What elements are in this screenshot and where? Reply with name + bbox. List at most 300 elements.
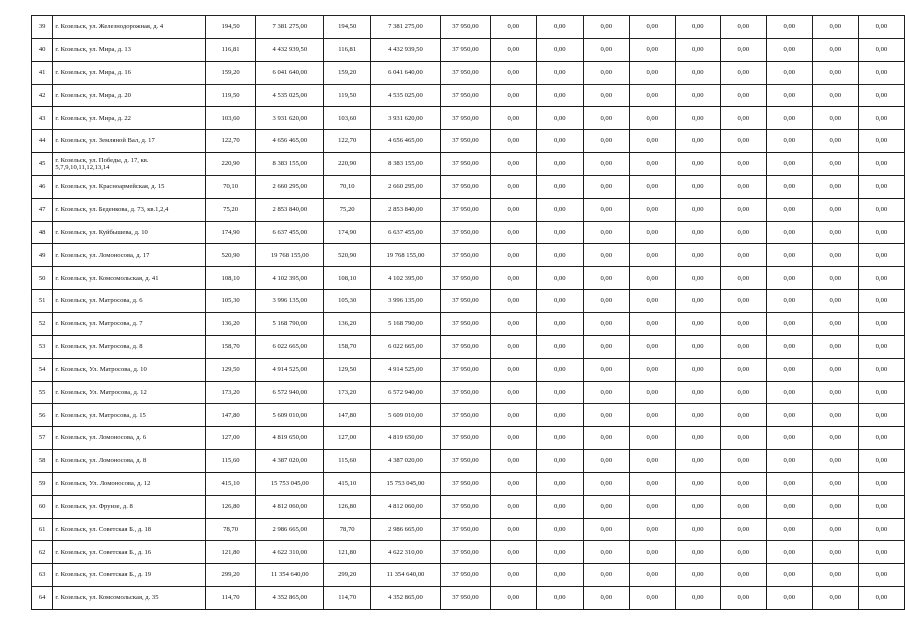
amount-cell: 0,00 (490, 404, 536, 427)
amount-cell: 0,00 (583, 290, 629, 313)
amount-cell: 0,00 (583, 221, 629, 244)
amount-cell: 0,00 (536, 130, 583, 153)
amount-cell: 0,00 (720, 198, 766, 221)
amount-cell: 0,00 (490, 244, 536, 267)
amount-cell: 0,00 (490, 175, 536, 198)
rate-cell: 37 950,00 (441, 198, 491, 221)
amount-cell: 0,00 (675, 358, 720, 381)
area-cell: 116,81 (206, 38, 256, 61)
row-number-cell: 56 (32, 404, 53, 427)
cost-cell: 7 381 275,00 (256, 16, 324, 39)
amount-cell: 0,00 (536, 290, 583, 313)
row-number-cell: 55 (32, 381, 53, 404)
amount-cell: 0,00 (490, 335, 536, 358)
cost-cell: 4 535 025,00 (256, 84, 324, 107)
area-repeat-cell: 119,50 (324, 84, 370, 107)
amount-cell: 0,00 (858, 427, 904, 450)
row-number-cell: 63 (32, 564, 53, 587)
amount-cell: 0,00 (720, 84, 766, 107)
amount-cell: 0,00 (858, 518, 904, 541)
amount-cell: 0,00 (720, 381, 766, 404)
amount-cell: 0,00 (536, 198, 583, 221)
table-row (32, 587, 905, 610)
amount-cell: 0,00 (720, 244, 766, 267)
amount-cell: 0,00 (536, 587, 583, 610)
address-cell: г. Козельск, ул. Матросова, д. 8 (53, 335, 206, 358)
address-cell: г. Козельск, ул. Советская Б., д. 18 (53, 518, 206, 541)
amount-cell: 0,00 (812, 130, 858, 153)
amount-cell: 0,00 (720, 38, 766, 61)
amount-cell: 0,00 (629, 587, 675, 610)
amount-cell: 0,00 (583, 335, 629, 358)
amount-cell: 0,00 (675, 107, 720, 130)
amount-cell: 0,00 (675, 290, 720, 313)
amount-cell: 0,00 (858, 244, 904, 267)
amount-cell: 0,00 (858, 84, 904, 107)
amount-cell: 0,00 (812, 221, 858, 244)
cost-cell: 3 996 135,00 (256, 290, 324, 313)
area-repeat-cell: 127,00 (324, 427, 370, 450)
amount-cell: 0,00 (858, 312, 904, 335)
area-cell: 75,20 (206, 198, 256, 221)
area-repeat-cell: 174,90 (324, 221, 370, 244)
amount-cell: 0,00 (720, 564, 766, 587)
cost-cell: 2 986 665,00 (256, 518, 324, 541)
rate-cell: 37 950,00 (441, 564, 491, 587)
table-row (32, 244, 905, 267)
amount-cell: 0,00 (720, 312, 766, 335)
amount-cell: 0,00 (858, 198, 904, 221)
amount-cell: 0,00 (675, 244, 720, 267)
amount-cell: 0,00 (858, 495, 904, 518)
amount-cell: 0,00 (675, 130, 720, 153)
amount-cell: 0,00 (490, 267, 536, 290)
amount-cell: 0,00 (629, 518, 675, 541)
row-number-cell: 50 (32, 267, 53, 290)
address-cell: г. Козельск, ул. Ломоносова, д. 8 (53, 450, 206, 473)
amount-cell: 0,00 (629, 267, 675, 290)
amount-cell: 0,00 (812, 381, 858, 404)
amount-cell: 0,00 (536, 312, 583, 335)
area-repeat-cell: 415,10 (324, 472, 370, 495)
amount-cell: 0,00 (583, 244, 629, 267)
amount-cell: 0,00 (720, 130, 766, 153)
rate-cell: 37 950,00 (441, 16, 491, 39)
cost-repeat-cell: 5 609 010,00 (370, 404, 440, 427)
cost-repeat-cell: 6 637 455,00 (370, 221, 440, 244)
amount-cell: 0,00 (536, 38, 583, 61)
rate-cell: 37 950,00 (441, 518, 491, 541)
amount-cell: 0,00 (629, 107, 675, 130)
amount-cell: 0,00 (583, 198, 629, 221)
amount-cell: 0,00 (583, 450, 629, 473)
rate-cell: 37 950,00 (441, 312, 491, 335)
row-number-cell: 49 (32, 244, 53, 267)
rate-cell: 37 950,00 (441, 84, 491, 107)
amount-cell: 0,00 (583, 358, 629, 381)
amount-cell: 0,00 (720, 290, 766, 313)
amount-cell: 0,00 (629, 541, 675, 564)
cost-cell: 3 931 620,00 (256, 107, 324, 130)
area-cell: 173,20 (206, 381, 256, 404)
row-number-cell: 46 (32, 175, 53, 198)
amount-cell: 0,00 (812, 198, 858, 221)
amount-cell: 0,00 (536, 358, 583, 381)
area-repeat-cell: 299,20 (324, 564, 370, 587)
address-cell: г. Козельск, ул. Советская Б., д. 16 (53, 541, 206, 564)
amount-cell: 0,00 (536, 107, 583, 130)
amount-cell: 0,00 (675, 312, 720, 335)
table-row (32, 198, 905, 221)
area-repeat-cell: 147,80 (324, 404, 370, 427)
amount-cell: 0,00 (490, 153, 536, 176)
amount-cell: 0,00 (629, 381, 675, 404)
address-cell: г. Козельск, ул. Мира, д. 20 (53, 84, 206, 107)
amount-cell: 0,00 (675, 153, 720, 176)
amount-cell: 0,00 (675, 198, 720, 221)
amount-cell: 0,00 (583, 404, 629, 427)
amount-cell: 0,00 (766, 312, 812, 335)
amount-cell: 0,00 (490, 587, 536, 610)
amount-cell: 0,00 (675, 16, 720, 39)
amount-cell: 0,00 (812, 518, 858, 541)
amount-cell: 0,00 (490, 495, 536, 518)
cost-repeat-cell: 4 535 025,00 (370, 84, 440, 107)
address-cell: г. Козельск, ул. Мира, д. 16 (53, 61, 206, 84)
amount-cell: 0,00 (812, 84, 858, 107)
amount-cell: 0,00 (583, 518, 629, 541)
amount-cell: 0,00 (490, 107, 536, 130)
amount-cell: 0,00 (629, 153, 675, 176)
cost-cell: 4 812 060,00 (256, 495, 324, 518)
rate-cell: 37 950,00 (441, 61, 491, 84)
amount-cell: 0,00 (858, 267, 904, 290)
rate-cell: 37 950,00 (441, 244, 491, 267)
cost-cell: 6 041 640,00 (256, 61, 324, 84)
amount-cell: 0,00 (675, 38, 720, 61)
amount-cell: 0,00 (629, 564, 675, 587)
amount-cell: 0,00 (490, 358, 536, 381)
rate-cell: 37 950,00 (441, 38, 491, 61)
rate-cell: 37 950,00 (441, 495, 491, 518)
amount-cell: 0,00 (675, 495, 720, 518)
cost-repeat-cell: 15 753 045,00 (370, 472, 440, 495)
amount-cell: 0,00 (629, 427, 675, 450)
amount-cell: 0,00 (720, 541, 766, 564)
amount-cell: 0,00 (812, 107, 858, 130)
amount-cell: 0,00 (536, 175, 583, 198)
amount-cell: 0,00 (629, 130, 675, 153)
table-row (32, 358, 905, 381)
area-cell: 147,80 (206, 404, 256, 427)
amount-cell: 0,00 (629, 290, 675, 313)
area-repeat-cell: 114,70 (324, 587, 370, 610)
amount-cell: 0,00 (536, 450, 583, 473)
area-cell: 299,20 (206, 564, 256, 587)
row-number-cell: 52 (32, 312, 53, 335)
amount-cell: 0,00 (720, 175, 766, 198)
table-row (32, 107, 905, 130)
amount-cell: 0,00 (536, 244, 583, 267)
amount-cell: 0,00 (675, 564, 720, 587)
area-cell: 115,60 (206, 450, 256, 473)
cost-cell: 19 768 155,00 (256, 244, 324, 267)
area-repeat-cell: 520,90 (324, 244, 370, 267)
address-cell: г. Козельск, ул. Ломоносова, д. 17 (53, 244, 206, 267)
amount-cell: 0,00 (858, 38, 904, 61)
amount-cell: 0,00 (766, 335, 812, 358)
amount-cell: 0,00 (858, 153, 904, 176)
amount-cell: 0,00 (766, 290, 812, 313)
amount-cell: 0,00 (766, 16, 812, 39)
area-repeat-cell: 129,50 (324, 358, 370, 381)
table-row (32, 61, 905, 84)
row-number-cell: 47 (32, 198, 53, 221)
amount-cell: 0,00 (766, 267, 812, 290)
amount-cell: 0,00 (490, 84, 536, 107)
cost-cell: 5 168 790,00 (256, 312, 324, 335)
table-row (32, 16, 905, 39)
amount-cell: 0,00 (675, 587, 720, 610)
amount-cell: 0,00 (766, 175, 812, 198)
cost-repeat-cell: 2 853 840,00 (370, 198, 440, 221)
cost-repeat-cell: 8 383 155,00 (370, 153, 440, 176)
amount-cell: 0,00 (766, 564, 812, 587)
amount-cell: 0,00 (583, 541, 629, 564)
amount-cell: 0,00 (675, 175, 720, 198)
area-cell: 70,10 (206, 175, 256, 198)
cost-cell: 5 609 010,00 (256, 404, 324, 427)
cost-cell: 2 853 840,00 (256, 198, 324, 221)
table-body (32, 16, 905, 610)
amount-cell: 0,00 (812, 61, 858, 84)
address-cell: г. Козельск, ул. Красноармейская, д. 15 (53, 175, 206, 198)
area-cell: 158,70 (206, 335, 256, 358)
address-cell: г. Козельск, Ул. Матросова, д. 10 (53, 358, 206, 381)
area-repeat-cell: 122,70 (324, 130, 370, 153)
table-row (32, 518, 905, 541)
area-cell: 159,20 (206, 61, 256, 84)
address-cell: г. Козельск, Ул. Матросова, д. 12 (53, 381, 206, 404)
cost-cell: 6 572 940,00 (256, 381, 324, 404)
amount-cell: 0,00 (720, 404, 766, 427)
amount-cell: 0,00 (629, 175, 675, 198)
area-repeat-cell: 75,20 (324, 198, 370, 221)
amount-cell: 0,00 (858, 587, 904, 610)
amount-cell: 0,00 (720, 427, 766, 450)
amount-cell: 0,00 (629, 450, 675, 473)
table-row (32, 495, 905, 518)
amount-cell: 0,00 (812, 450, 858, 473)
rate-cell: 37 950,00 (441, 221, 491, 244)
row-number-cell: 53 (32, 335, 53, 358)
amount-cell: 0,00 (720, 107, 766, 130)
amount-cell: 0,00 (720, 335, 766, 358)
amount-cell: 0,00 (812, 564, 858, 587)
table-row (32, 38, 905, 61)
amount-cell: 0,00 (766, 84, 812, 107)
area-repeat-cell: 121,80 (324, 541, 370, 564)
amount-cell: 0,00 (629, 16, 675, 39)
amount-cell: 0,00 (858, 107, 904, 130)
amount-cell: 0,00 (720, 518, 766, 541)
table-row (32, 175, 905, 198)
rate-cell: 37 950,00 (441, 381, 491, 404)
area-repeat-cell: 220,90 (324, 153, 370, 176)
amount-cell: 0,00 (812, 153, 858, 176)
amount-cell: 0,00 (858, 541, 904, 564)
amount-cell: 0,00 (490, 16, 536, 39)
row-number-cell: 58 (32, 450, 53, 473)
amount-cell: 0,00 (490, 450, 536, 473)
cost-cell: 4 352 865,00 (256, 587, 324, 610)
amount-cell: 0,00 (536, 381, 583, 404)
amount-cell: 0,00 (812, 16, 858, 39)
area-cell: 126,80 (206, 495, 256, 518)
amount-cell: 0,00 (629, 221, 675, 244)
area-repeat-cell: 115,60 (324, 450, 370, 473)
cost-repeat-cell: 11 354 640,00 (370, 564, 440, 587)
row-number-cell: 40 (32, 38, 53, 61)
amount-cell: 0,00 (536, 221, 583, 244)
amount-cell: 0,00 (858, 290, 904, 313)
cost-cell: 6 022 665,00 (256, 335, 324, 358)
cost-repeat-cell: 19 768 155,00 (370, 244, 440, 267)
amount-cell: 0,00 (858, 450, 904, 473)
amount-cell: 0,00 (766, 404, 812, 427)
address-cell: г. Козельск, ул. Матросова, д. 6 (53, 290, 206, 313)
rate-cell: 37 950,00 (441, 153, 491, 176)
amount-cell: 0,00 (766, 153, 812, 176)
area-cell: 127,00 (206, 427, 256, 450)
rate-cell: 37 950,00 (441, 427, 491, 450)
amount-cell: 0,00 (720, 153, 766, 176)
address-cell: г. Козельск, ул. Фрунзе, д. 8 (53, 495, 206, 518)
row-number-cell: 51 (32, 290, 53, 313)
amount-cell: 0,00 (536, 564, 583, 587)
amount-cell: 0,00 (490, 290, 536, 313)
area-cell: 114,70 (206, 587, 256, 610)
amount-cell: 0,00 (766, 107, 812, 130)
amount-cell: 0,00 (675, 267, 720, 290)
amount-cell: 0,00 (675, 404, 720, 427)
row-number-cell: 60 (32, 495, 53, 518)
amount-cell: 0,00 (720, 495, 766, 518)
cost-cell: 4 819 650,00 (256, 427, 324, 450)
area-repeat-cell: 70,10 (324, 175, 370, 198)
amount-cell: 0,00 (858, 472, 904, 495)
amount-cell: 0,00 (720, 221, 766, 244)
amount-cell: 0,00 (858, 404, 904, 427)
row-number-cell: 57 (32, 427, 53, 450)
amount-cell: 0,00 (583, 427, 629, 450)
cost-cell: 4 622 310,00 (256, 541, 324, 564)
amount-cell: 0,00 (583, 267, 629, 290)
amount-cell: 0,00 (629, 358, 675, 381)
amount-cell: 0,00 (766, 221, 812, 244)
amount-cell: 0,00 (536, 335, 583, 358)
address-cell: г. Козельск, ул. Железнодорожная, д. 4 (53, 16, 206, 39)
address-cell: г. Козельск, ул. Советская Б., д. 19 (53, 564, 206, 587)
address-cell: г. Козельск, ул. Победы, д. 17, кв. 5,7,9,10,11,12,13,14 (53, 153, 206, 176)
amount-cell: 0,00 (583, 16, 629, 39)
amount-cell: 0,00 (490, 381, 536, 404)
amount-cell: 0,00 (536, 472, 583, 495)
rate-cell: 37 950,00 (441, 267, 491, 290)
table-row (32, 130, 905, 153)
address-cell: г. Козельск, ул. Матросова, д. 7 (53, 312, 206, 335)
row-number-cell: 59 (32, 472, 53, 495)
amount-cell: 0,00 (490, 130, 536, 153)
area-repeat-cell: 78,70 (324, 518, 370, 541)
amount-cell: 0,00 (858, 130, 904, 153)
amount-cell: 0,00 (766, 495, 812, 518)
amount-cell: 0,00 (675, 472, 720, 495)
amount-cell: 0,00 (812, 335, 858, 358)
amount-cell: 0,00 (675, 450, 720, 473)
row-number-cell: 41 (32, 61, 53, 84)
rate-cell: 37 950,00 (441, 404, 491, 427)
amount-cell: 0,00 (858, 221, 904, 244)
area-cell: 129,50 (206, 358, 256, 381)
amount-cell: 0,00 (675, 381, 720, 404)
area-cell: 121,80 (206, 541, 256, 564)
amount-cell: 0,00 (536, 495, 583, 518)
amount-cell: 0,00 (858, 381, 904, 404)
address-cell: г. Козельск, ул. Мира, д. 13 (53, 38, 206, 61)
amount-cell: 0,00 (536, 84, 583, 107)
table-row (32, 84, 905, 107)
amount-cell: 0,00 (629, 61, 675, 84)
amount-cell: 0,00 (629, 472, 675, 495)
amount-cell: 0,00 (766, 198, 812, 221)
rate-cell: 37 950,00 (441, 450, 491, 473)
rate-cell: 37 950,00 (441, 472, 491, 495)
address-cell: г. Козельск, ул. Земляной Вал, д. 17 (53, 130, 206, 153)
amount-cell: 0,00 (629, 335, 675, 358)
address-cell: г. Козельск, ул. Матросова, д. 15 (53, 404, 206, 427)
amount-cell: 0,00 (812, 267, 858, 290)
table-row (32, 221, 905, 244)
amount-cell: 0,00 (536, 61, 583, 84)
cost-repeat-cell: 2 660 295,00 (370, 175, 440, 198)
amount-cell: 0,00 (536, 404, 583, 427)
table-row (32, 312, 905, 335)
amount-cell: 0,00 (675, 335, 720, 358)
amount-cell: 0,00 (583, 175, 629, 198)
amount-cell: 0,00 (583, 495, 629, 518)
area-cell: 103,60 (206, 107, 256, 130)
area-cell: 520,90 (206, 244, 256, 267)
amount-cell: 0,00 (766, 61, 812, 84)
amount-cell: 0,00 (583, 84, 629, 107)
row-number-cell: 44 (32, 130, 53, 153)
table-row (32, 541, 905, 564)
address-cell: г. Козельск, ул. Ломоносова, д. 6 (53, 427, 206, 450)
amount-cell: 0,00 (583, 564, 629, 587)
amount-cell: 0,00 (629, 198, 675, 221)
amount-cell: 0,00 (490, 427, 536, 450)
amount-cell: 0,00 (583, 61, 629, 84)
cost-repeat-cell: 6 041 640,00 (370, 61, 440, 84)
amount-cell: 0,00 (766, 38, 812, 61)
amount-cell: 0,00 (629, 404, 675, 427)
cost-cell: 15 753 045,00 (256, 472, 324, 495)
area-cell: 105,30 (206, 290, 256, 313)
amount-cell: 0,00 (629, 495, 675, 518)
row-number-cell: 54 (32, 358, 53, 381)
amount-cell: 0,00 (812, 472, 858, 495)
